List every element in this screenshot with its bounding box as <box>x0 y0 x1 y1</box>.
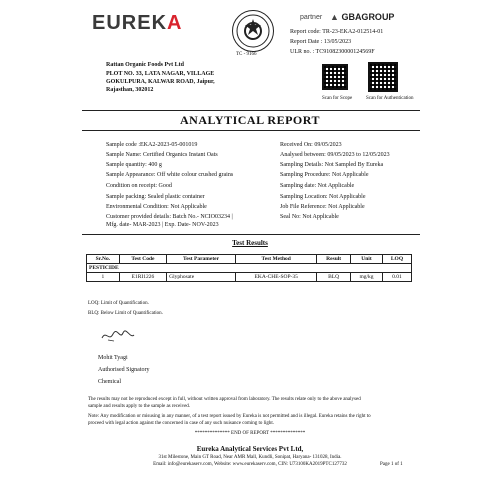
partner-name-text: GBAGROUP <box>341 12 395 22</box>
details-bottom-rule <box>82 234 420 235</box>
end-of-report: ************** END OF REPORT ************** <box>194 431 306 436</box>
client-address-line-1: PLOT NO. 33, LATA NAGAR, VILLAGE <box>106 71 215 77</box>
title-bottom-rule <box>82 130 420 131</box>
col-test-parameter: Test Parameter <box>167 255 236 264</box>
footer-address: 31st Milestone, Main GT Road, Near AMR Mall, Kundli, Sonipat, Haryana- 131028, India. <box>158 455 342 460</box>
detail-seal-no: Seal No: Not Applicable <box>280 214 339 220</box>
col-unit: Unit <box>350 255 382 264</box>
page-number: Page 1 of 1 <box>380 462 403 467</box>
auth-qr-code-icon[interactable] <box>368 62 398 92</box>
footer-company: Eureka Analytical Services Pvt Ltd, <box>196 445 304 453</box>
col-sr-no: Sr.No. <box>87 255 120 264</box>
detail-sampling-date: Sampling date: Not Applicable <box>280 183 355 189</box>
signatory-name: Mohit Tyagi <box>98 355 128 361</box>
partner-label: partner <box>300 14 323 21</box>
ulr-no: ULR no. : TC9108230000124569F <box>290 49 375 55</box>
client-name: Rattan Organic Foods Pvt Ltd <box>106 62 184 68</box>
disclaimer-line-3: Note: Any modification or misusing in any manner, of a test report issued by Eureka is not permitted and is illegal. Eureka retains the right to <box>88 414 371 419</box>
accreditation-seal-icon <box>232 10 274 52</box>
detail-sampling-details: Sampling Details: Not Sampled By Eureka <box>280 162 384 168</box>
cell-test-code: E1RI1226 <box>119 273 166 282</box>
detail-sampling-location: Sampling Location: Not Applicable <box>280 194 366 200</box>
disclaimer-line-2: sample and results apply to the sample as received. <box>88 404 191 409</box>
partner-name <box>330 12 394 22</box>
logo-text-accent: A <box>167 12 183 34</box>
page-title: ANALYTICAL REPORT <box>180 113 320 127</box>
gba-logo-icon: ▲ <box>330 12 339 22</box>
cell-sr-no: 1 <box>87 273 120 282</box>
disclaimer-line-4: proceed with legal action against the concerned in case of any such nuisance coming to light. <box>88 421 275 426</box>
detail-received-on: Received On: 09/05/2023 <box>280 142 342 148</box>
detail-sample-name: Sample Name: Certified Organics Instant Oats <box>106 152 218 158</box>
cell-loq: 0.01 <box>382 273 411 282</box>
detail-job-file: Job File Reference: Not Applicable <box>280 204 365 210</box>
footer-contact: Email: info@eurekaserv.com, Website: www.eurekaserv.com, CIN: U73100KA2019PTC127732 <box>153 462 347 467</box>
detail-sampling-procedure: Sampling Procedure: Not Applicable <box>280 172 369 178</box>
col-result: Result <box>317 255 351 264</box>
results-heading: Test Results <box>232 239 268 247</box>
cell-test-parameter: Glyphosate <box>167 273 236 282</box>
detail-sample-packing: Sample packing: Sealed plastic container <box>106 194 205 200</box>
report-date: Report Date : 13/05/2023 <box>290 39 352 45</box>
detail-sample-code: Sample code :EKA2-2023-05-001019 <box>106 142 198 148</box>
logo-text-main: EUREK <box>92 12 168 34</box>
cell-result: BLQ <box>317 273 351 282</box>
detail-environmental: Environmental Condition: Not Applicable <box>106 204 207 210</box>
signatory-dept: Chemical <box>98 379 121 385</box>
col-test-method: Test Method <box>236 255 317 264</box>
eureka-logo <box>92 12 183 36</box>
report-code: Report code: TR-23-EKA2-012514-01 <box>290 29 384 35</box>
detail-condition-receipt: Condition on receipt: Good <box>106 183 172 189</box>
detail-customer-details: Customer provided details: Batch No.- NCIO03234 | <box>106 214 233 220</box>
scan-scope-label: Scan for Scope <box>322 96 353 101</box>
client-address-line-3: Rajasthan, 302012 <box>106 87 154 93</box>
detail-analysed-between: Analysed between: 09/05/2023 to 12/05/2023 <box>280 152 390 158</box>
col-test-code: Test Code <box>119 255 166 264</box>
note-blq: BLQ: Below Limit of Quantification. <box>88 311 163 316</box>
seal-label: TC - 9166 <box>236 52 257 57</box>
detail-mfg-date: Mfg. date- MAR-2023 | Exp. Date- NOV-2023 <box>106 222 219 228</box>
disclaimer-line-1: The results may not be reproduced except in full, without written approval from laboratory. The results relate only to the above analysed <box>88 397 361 402</box>
col-loq: LOQ <box>382 255 411 264</box>
title-top-rule <box>82 110 420 111</box>
scope-qr-code-icon[interactable] <box>322 64 348 90</box>
cell-unit: mg/kg <box>350 273 382 282</box>
results-table <box>86 254 412 282</box>
results-header-row <box>87 255 412 264</box>
note-loq: LOQ: Limit of Quantification. <box>88 301 149 306</box>
scan-auth-label: Scan for Authentication <box>366 96 414 101</box>
group-label: PESTICIDE <box>87 264 412 273</box>
cell-test-method: EKA-CHE-SOP-35 <box>236 273 317 282</box>
signatory-title: Authorised Signatory <box>98 367 150 373</box>
detail-sample-quantity: Sample quantity: 400 g <box>106 162 162 168</box>
detail-sample-appearance: Sample Appearance: Off white colour crushed grains <box>106 172 234 178</box>
group-row <box>87 264 412 273</box>
table-row <box>87 273 412 282</box>
signature-icon <box>100 328 136 344</box>
client-address-line-2: GOKULPURA, KALWAR ROAD, Jaipur, <box>106 79 215 85</box>
